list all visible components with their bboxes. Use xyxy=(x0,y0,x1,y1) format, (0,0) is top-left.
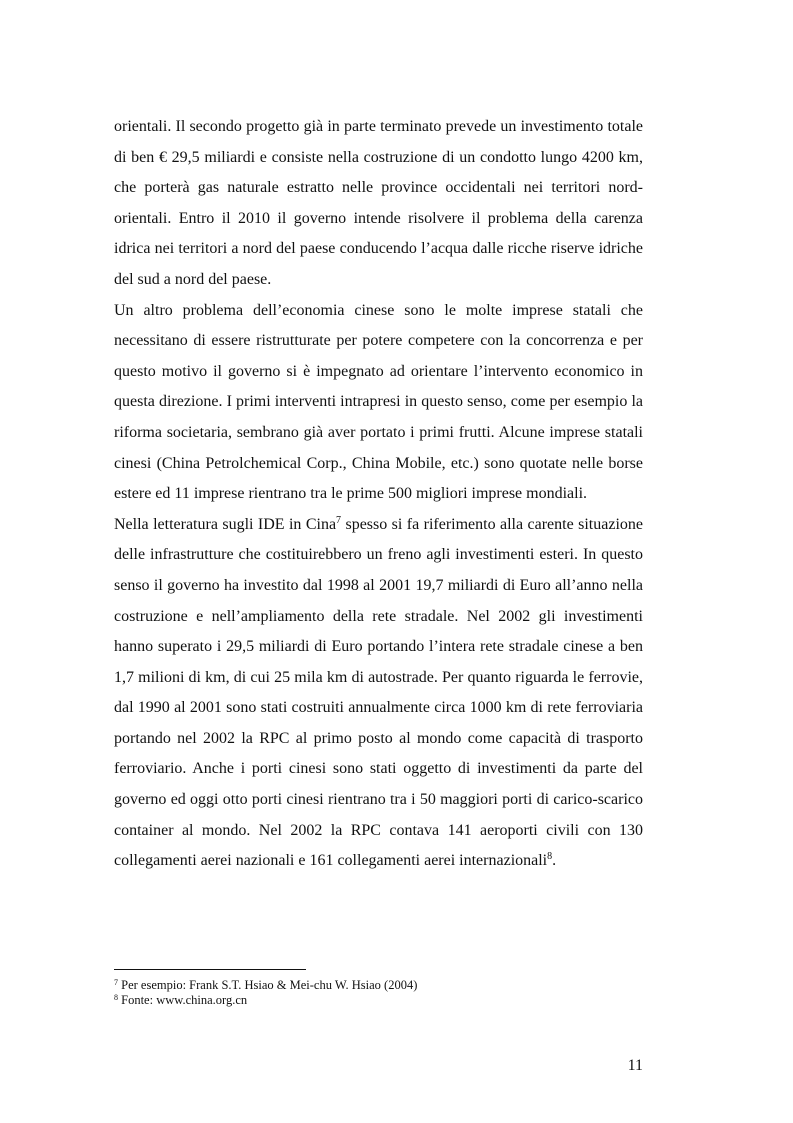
page-number: 11 xyxy=(627,1057,643,1074)
paragraph-1: orientali. Il secondo progetto già in parte terminato prevede un investimento totale di ben € 29,5 miliardi e consiste nella costruzione di un condotto lungo 4200 km, che porterà gas naturale estratto nelle province occidentali nei territori nord-orientali. Entro il 2010 il governo intende risolvere il problema della carenza idrica nei territori a nord del paese conducendo l’acqua dalle ricche riserve idriche del sud a nord del paese. xyxy=(114,118,643,288)
footnote-7 xyxy=(114,978,643,993)
main-text xyxy=(114,112,643,877)
footnote-8 xyxy=(114,993,643,1008)
footnote-text: Per esempio: Frank S.T. Hsiao & Mei-chu W. Hsiao (2004) xyxy=(118,978,418,992)
footnote-number: 8 xyxy=(114,992,118,1002)
footnote-ref-7[interactable]: 7 xyxy=(336,514,342,526)
paragraph-2: Un altro problema dell’economia cinese sono le molte imprese statali che necessitano di essere ristrutturate per potere competere con la concorrenza e per questo motivo il governo si è impegnato ad orientare l’intervento economico in questa direzione. I primi interventi intrapresi in questo senso, come per esempio la riforma societaria, sembrano già aver portato i primi frutti. Alcune imprese statali cinesi (China Petrolchemical Corp., China Mobile, etc.) sono quotate nelle borse estere ed 11 imprese rientrano tra le prime 500 migliori imprese mondiali. xyxy=(114,301,643,503)
paragraph-3-start: Nella letteratura sugli IDE in Cina xyxy=(114,515,337,533)
footnote-ref-8[interactable]: 8 xyxy=(547,851,553,863)
footnote-separator xyxy=(114,969,306,970)
paragraph-3 xyxy=(114,510,643,877)
footnotes xyxy=(114,978,643,1007)
footnote-number: 7 xyxy=(114,978,118,987)
paragraph-3-body: spesso si fa riferimento alla carente situazione delle infrastrutture che costituirebbero un freno agli investimenti esteri. In questo senso il governo ha investito dal 1998 al 2001 19,7 miliardi di Euro all’anno nella costruzione e nell’ampliamento della rete stradale. Nel 2002 gli investimenti hanno superato i 29,5 miliardi di Euro portando l’intera rete stradale cinese a ben 1,7 milioni di km, di cui 25 mila km di autostrade. Per quanto riguarda le ferrovie, dal 1990 al 2001 sono stati costruiti annualmente circa 1000 km di rete ferroviaria portando nel 2002 la RPC al primo posto al mondo come capacità di trasporto ferroviario. Anche i porti cinesi sono stati oggetto di investimenti da parte del governo ed oggi otto porti cinesi rientrano tra i 50 maggiori porti di carico-scarico container al mondo. Nel 2002 la RPC contava 141 aeroporti civili con 130 collegamenti aerei nazionali e 161 collegamenti aerei internazionali xyxy=(114,515,643,870)
footnote-text: Fonte: www.china.org.cn xyxy=(118,992,248,1007)
paragraph-3-end: . xyxy=(552,852,557,870)
